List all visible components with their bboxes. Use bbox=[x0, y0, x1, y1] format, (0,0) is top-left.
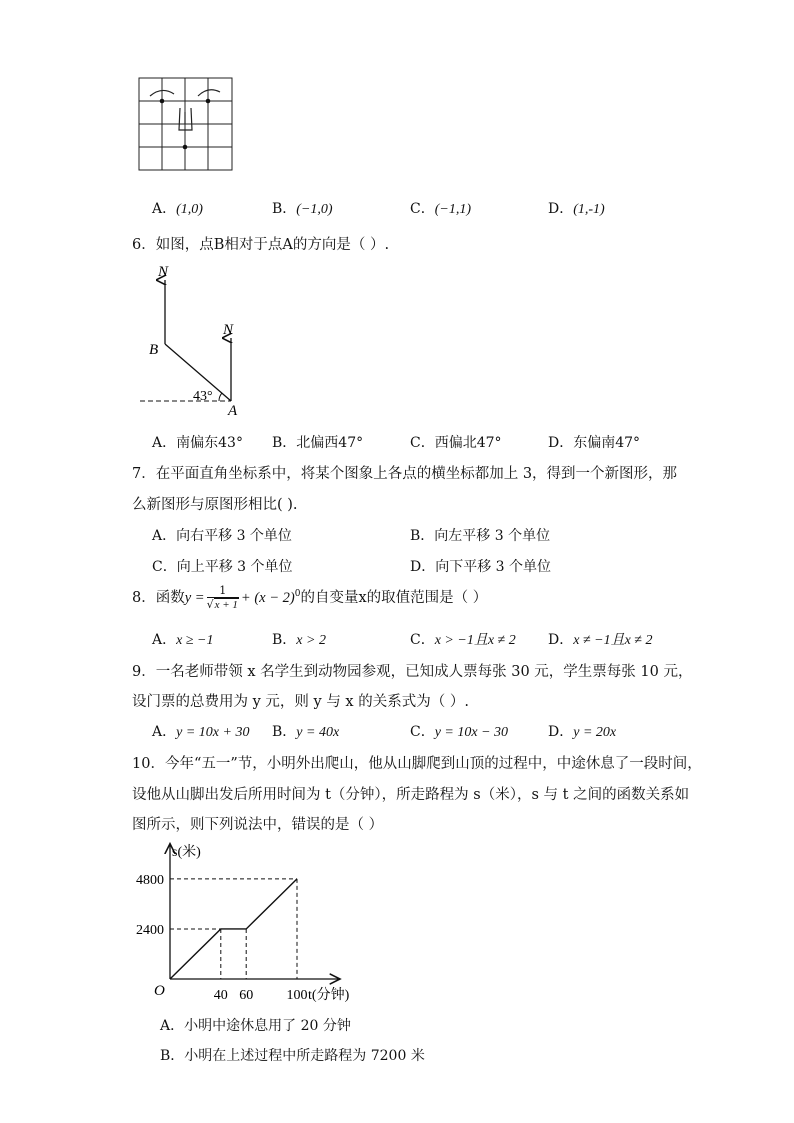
y-tick-label-2400: 2400 bbox=[136, 922, 164, 938]
q10-stem-line2: 设他从山脚出发后所用时间为 t（分钟），所走路程为 s（米），s 与 t 之间的函数关系如 bbox=[132, 787, 690, 803]
q9-option-b[interactable]: B．y = 40x bbox=[272, 724, 340, 740]
x-tick-label-40: 40 bbox=[213, 988, 228, 1003]
q7-stem-line1: 7．在平面直角坐标系中，将某个图象上各点的横坐标都加上 3，得到一个新图形，那 bbox=[132, 466, 678, 482]
mouth-point bbox=[183, 145, 188, 150]
q9-stem-line2: 设门票的总费用为 y 元，则 y 与 x 的关系式为（ ）. bbox=[132, 694, 469, 710]
q7-option-c[interactable]: C．向上平移 3 个单位 bbox=[152, 559, 293, 575]
angle-label: 43° bbox=[193, 389, 213, 404]
x-tick-label-60: 60 bbox=[239, 988, 254, 1003]
q5-grid-figure bbox=[136, 76, 236, 172]
q8-option-c[interactable]: C．x > −1且x ≠ 2 bbox=[410, 632, 516, 648]
q8-option-a[interactable]: A．x ≥ −1 bbox=[152, 632, 214, 648]
q5-option-c[interactable]: C．(−1,1) bbox=[410, 201, 471, 217]
q8-prefix: 8．函数 bbox=[132, 590, 185, 606]
q9-option-a[interactable]: A．y = 10x + 30 bbox=[152, 724, 250, 740]
q6-option-d[interactable]: D．东偏南47° bbox=[548, 435, 641, 451]
q6-option-a[interactable]: A．南偏东43° bbox=[152, 435, 243, 451]
q10-option-a[interactable]: A．小明中途休息用了 20 分钟 bbox=[160, 1018, 351, 1034]
q6-option-b[interactable]: B．北偏西47° bbox=[272, 435, 364, 451]
q7-option-d[interactable]: D．向下平移 3 个单位 bbox=[410, 559, 552, 575]
q8-func-y: y = bbox=[184, 590, 205, 606]
q9-option-c[interactable]: C．y = 10x − 30 bbox=[410, 724, 509, 740]
point-b-label: B bbox=[149, 342, 159, 358]
q5-option-b[interactable]: B．(−1,0) bbox=[272, 201, 333, 217]
q10-option-b[interactable]: B．小明在上述过程中所走路程为 7200 米 bbox=[160, 1048, 425, 1064]
q9-stem-line1: 9．一名老师带领 x 名学生到动物园参观，已知成人票每张 30 元，学生票每张 10 元， bbox=[132, 664, 693, 680]
q8-stem bbox=[132, 585, 487, 611]
right-eye-point bbox=[206, 99, 211, 104]
q8-option-d[interactable]: D．x ≠ −1且x ≠ 2 bbox=[548, 632, 653, 648]
q5-option-d[interactable]: D．(1,-1) bbox=[548, 201, 605, 217]
q10-stem-line3: 图所示，则下列说法中，错误的是（ ） bbox=[132, 817, 384, 833]
y-axis-label: s(米) bbox=[172, 845, 201, 860]
q6-stem: 6．如图，点B相对于点A的方向是（ ）. bbox=[132, 237, 390, 253]
q9-option-d[interactable]: D．y = 20x bbox=[548, 724, 617, 740]
x-axis-label: t(分钟) bbox=[308, 988, 350, 1003]
q7-option-b[interactable]: B．向左平移 3 个单位 bbox=[410, 528, 551, 544]
q8-func-exp: 0 bbox=[294, 589, 301, 600]
q7-stem-line2: 么新图形与原图形相比( ). bbox=[132, 497, 298, 513]
north-label-a: N bbox=[223, 322, 234, 338]
q8-option-b[interactable]: B．x > 2 bbox=[272, 632, 326, 648]
q6-option-c[interactable]: C．西偏北47° bbox=[410, 435, 502, 451]
series-line bbox=[170, 879, 297, 979]
q8-suffix: 的自变量x的取值范围是（ ） bbox=[300, 590, 488, 606]
q6-direction-figure bbox=[138, 258, 258, 418]
q8-func-rest: + (x − 2) bbox=[240, 590, 295, 606]
north-label-b: N bbox=[158, 264, 169, 280]
q5-option-a[interactable]: A．(1,0) bbox=[152, 201, 203, 217]
left-eye-point bbox=[160, 99, 165, 104]
q10-stem-line1: 10．今年“五一”节，小明外出爬山，他从山脚爬到山顶的过程中，中途休息了一段时间， bbox=[132, 756, 702, 772]
origin-label: O bbox=[154, 983, 165, 999]
point-a-label: A bbox=[228, 403, 238, 418]
y-tick-label-4800: 4800 bbox=[136, 872, 164, 888]
q7-option-a[interactable]: A．向右平移 3 个单位 bbox=[152, 528, 292, 544]
x-tick-label-100: 100 bbox=[286, 988, 308, 1003]
q10-distance-time-chart bbox=[128, 836, 388, 1008]
q8-fraction: $\frac{1}{√x + 1}$ bbox=[206, 584, 238, 611]
